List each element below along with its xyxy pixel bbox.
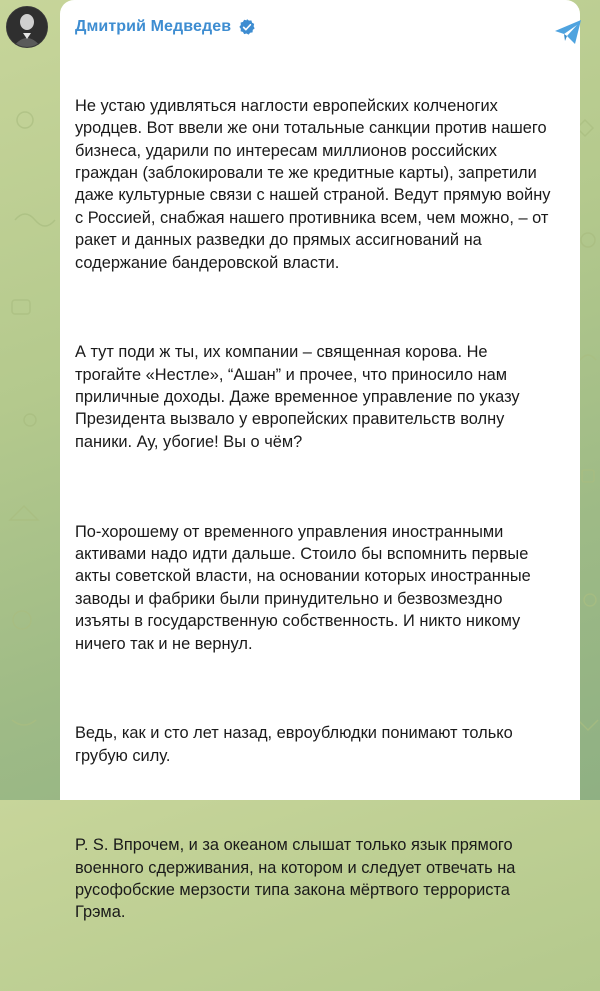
message-bubble [60, 0, 580, 922]
share-button[interactable] [548, 12, 588, 52]
message-paragraph-1: Не устаю удивляться наглости европейских колченогих уродцев. Вот ввели же они тотальные санкции против нашего бизнеса, ударили по интересам миллионов российских граждан (заблокировали те же кредитные карты), запретили даже культурные связи с нашей страной. Ведут прямую войну с Россией, снабжая нашего противника всем, чем можно, – от ракет и данных разведки до прямых ассигнований на содержание бандеровской власти. [75, 96, 556, 272]
message-header [75, 14, 562, 40]
message-text [75, 50, 555, 991]
message-paragraph-3: По-хорошему от временного управления иностранными активами надо идти дальше. Стоило бы вспомнить первые акты советской власти, на основании которых иностранные заводы и фабрики были принудительно и безвозмездно изъяты в государственную собственность. И никто никому ничего так и не вернул. [75, 522, 536, 653]
message-paragraph-2: А тут поди ж ты, их компании – священная корова. Не трогайте «Нестле», “Ашан” и прочее, что приносило нам приличные доходы. Даже временное управление по указу Президента вызвало у европейских правительств волну паники. Ау, убогие! Вы о чём? [75, 343, 525, 451]
avatar[interactable] [6, 6, 48, 48]
verified-badge-icon [238, 18, 256, 36]
message-paragraph-5: P. S. Впрочем, и за океаном слышат только язык прямого военного сдерживания, на котором и следует отвечать на русофобские мерзости типа закона мёртвого террориста Грэма. [75, 836, 520, 922]
message-paragraph-4: Ведь, как и сто лет назад, евроублюдки понимают только грубую силу. [75, 724, 518, 765]
avatar-photo [7, 7, 47, 47]
sender-name[interactable]: Дмитрий Медведев [75, 18, 232, 35]
share-icon [548, 12, 588, 52]
